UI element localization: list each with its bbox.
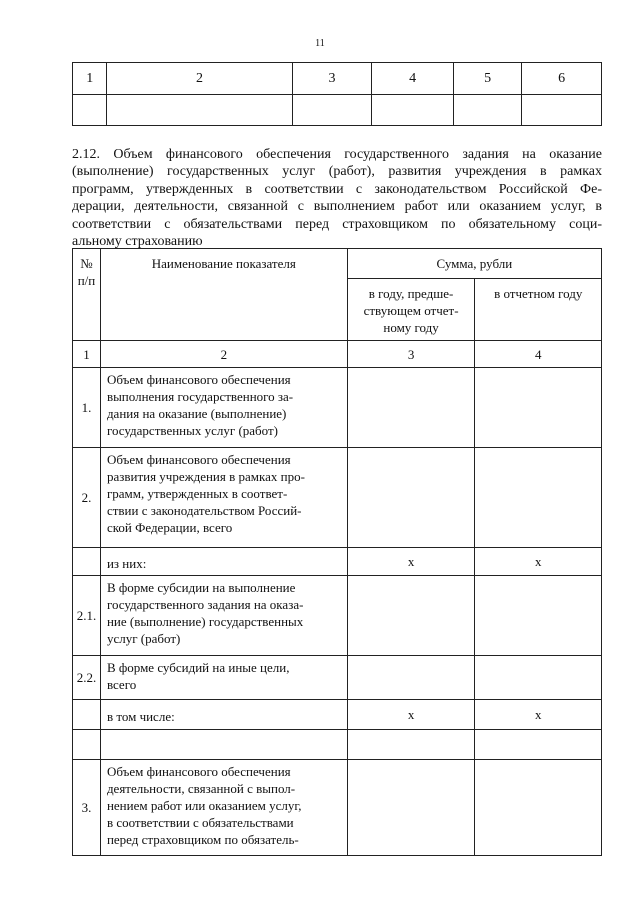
col-number: 1 <box>73 341 101 368</box>
row-number: 1. <box>73 368 101 448</box>
indicator-name-line: ствии с законодательством Россий- <box>106 503 302 518</box>
paragraph-line: альному страхованию <box>72 234 203 250</box>
table-row <box>73 576 602 656</box>
top-table <box>72 62 602 126</box>
indicator-name-line: ние (выполнение) государственных <box>106 614 304 629</box>
prev-year-value <box>347 576 475 656</box>
indicator-name-line: ской Федерации, всего <box>106 520 233 535</box>
prev-year-value <box>347 656 475 700</box>
report-year-value <box>475 730 602 760</box>
row-number: 2.2. <box>73 656 101 700</box>
indicator-name-line: услуг (работ) <box>106 631 181 646</box>
table-row <box>73 548 602 576</box>
table-row <box>73 760 602 856</box>
header-row <box>73 249 602 279</box>
paragraph-line: дерации, деятельности, связанной с выполнением работ или оказанием услуг, в <box>72 199 602 215</box>
header-prev-year <box>347 279 475 341</box>
header-sum: Сумма, рубли <box>347 249 601 279</box>
report-year-value <box>475 448 602 548</box>
header-prev-year-line: в году, предше- <box>368 286 454 301</box>
prev-year-value <box>347 448 475 548</box>
report-year-value <box>475 368 602 448</box>
financing-table <box>72 248 602 856</box>
row-number: 3. <box>73 760 101 856</box>
top-col-number: 3 <box>292 63 372 95</box>
top-col-number: 6 <box>522 63 602 95</box>
paragraph-line: программ, утвержденных в соответствии с законодательством Российской Фе- <box>72 181 602 197</box>
row-indicator-name <box>100 368 347 448</box>
indicator-name-line: дания на оказание (выполнение) <box>106 406 287 421</box>
top-col-number: 2 <box>107 63 292 95</box>
table-row <box>73 656 602 700</box>
report-year-value <box>475 576 602 656</box>
empty-cell <box>453 95 521 126</box>
row-number: 2. <box>73 448 101 548</box>
report-year-value: x <box>475 548 602 576</box>
header-report-year: в отчетном году <box>475 279 602 341</box>
indicator-name-line: В форме субсидий на иные цели, <box>106 660 290 675</box>
table-row <box>73 730 602 760</box>
indicator-name-line: В форме субсидии на выполнение <box>106 580 296 595</box>
indicator-name-line: в соответствии с обязательствами <box>106 815 294 830</box>
paragraph-line: 2.12. Объем финансового обеспечения государственного задания на оказание <box>72 147 602 162</box>
indicator-name-line: в том числе: <box>106 708 175 724</box>
header-num-abbr: п/п <box>77 273 96 288</box>
top-table-empty-row <box>73 95 602 126</box>
empty-cell <box>292 95 372 126</box>
indicator-name-line: Объем финансового обеспечения <box>106 452 291 467</box>
paragraph-line: соответствии с обязательствами перед страховщиком по обязательному соци- <box>72 216 602 232</box>
row-number: 2.1. <box>73 576 101 656</box>
row-indicator-name <box>100 548 347 576</box>
row-indicator-name <box>100 700 347 730</box>
top-table-number-row <box>73 63 602 95</box>
row-number <box>73 700 101 730</box>
report-year-value: x <box>475 700 602 730</box>
header-prev-year-line: ствующем отчет- <box>363 303 459 318</box>
table-row <box>73 700 602 730</box>
header-num <box>73 249 101 341</box>
indicator-name-line: государственных услуг (работ) <box>106 423 279 438</box>
row-indicator-name <box>100 448 347 548</box>
header-prev-year-line: ному году <box>383 320 439 335</box>
report-year-value <box>475 760 602 856</box>
prev-year-value: x <box>347 548 475 576</box>
indicator-name-line: государственного задания на оказа- <box>106 597 304 612</box>
top-col-number: 1 <box>73 63 107 95</box>
indicator-name-line: перед страховщиком по обязатель- <box>106 832 299 847</box>
empty-cell <box>372 95 454 126</box>
col-number: 2 <box>100 341 347 368</box>
row-indicator-name <box>100 576 347 656</box>
indicator-name-line: деятельности, связанной с выпол- <box>106 781 296 796</box>
prev-year-value: x <box>347 700 475 730</box>
indicator-name-line: грамм, утвержденных в соответ- <box>106 486 288 501</box>
section-paragraph <box>72 146 602 250</box>
indicator-name-line: Объем финансового обеспечения <box>106 372 291 387</box>
row-indicator-name <box>100 760 347 856</box>
paragraph-line: (выполнение) государственных услуг (работ), развития учреждения в рамках <box>72 164 602 180</box>
row-number <box>73 548 101 576</box>
indicator-name-line: всего <box>106 677 137 692</box>
prev-year-value <box>347 730 475 760</box>
empty-cell <box>73 95 107 126</box>
page-number: 11 <box>315 38 325 49</box>
header-num-symbol: № <box>80 256 93 271</box>
row-indicator-name <box>100 656 347 700</box>
row-indicator-name <box>100 730 347 760</box>
empty-cell <box>522 95 602 126</box>
indicator-name-line: из них: <box>106 555 147 571</box>
indicator-name-line: развития учреждения в рамках про- <box>106 469 305 484</box>
indicator-name-line: Объем финансового обеспечения <box>106 764 291 779</box>
empty-cell <box>107 95 292 126</box>
indicator-name-line: выполнения государственного за- <box>106 389 294 404</box>
indicator-name-line: нением работ или оказанием услуг, <box>106 798 302 813</box>
report-year-value <box>475 656 602 700</box>
row-number <box>73 730 101 760</box>
col-number: 3 <box>347 341 475 368</box>
col-number: 4 <box>475 341 602 368</box>
top-col-number: 5 <box>453 63 521 95</box>
table-row <box>73 448 602 548</box>
prev-year-value <box>347 368 475 448</box>
table-row <box>73 368 602 448</box>
table-body <box>73 368 602 856</box>
header-indicator-name: Наименование показателя <box>100 249 347 341</box>
prev-year-value <box>347 760 475 856</box>
column-number-row <box>73 341 602 368</box>
top-col-number: 4 <box>372 63 454 95</box>
